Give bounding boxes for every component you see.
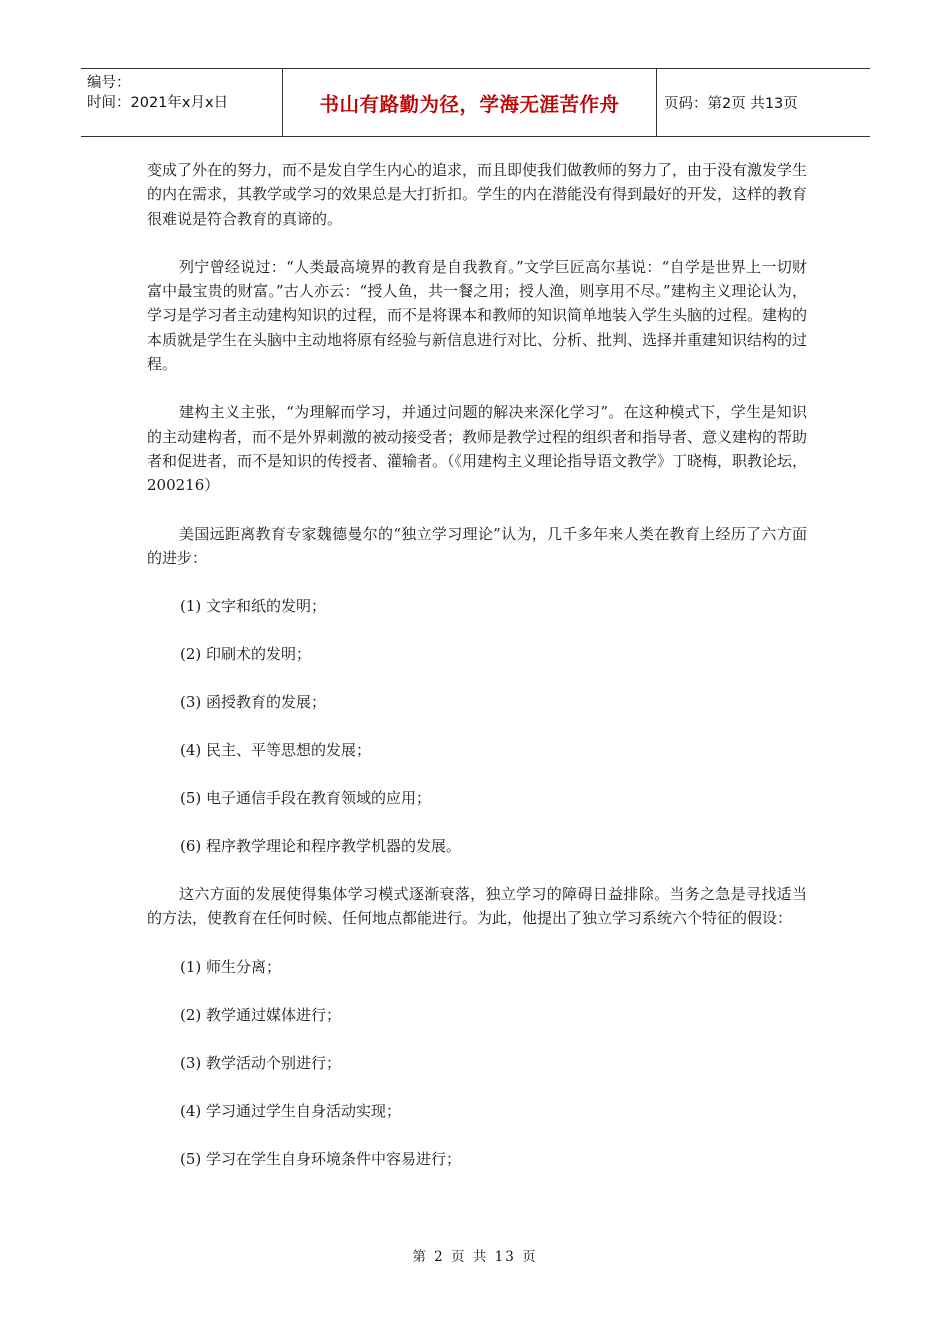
list-item: (4) 民主、平等思想的发展； — [180, 741, 372, 760]
list-item: (3) 函授教育的发展； — [180, 693, 327, 712]
list-item: (2) 印刷术的发明； — [180, 645, 312, 664]
paragraph: 美国远距离教育专家魏德曼尔的“独立学习理论”认为，几千多年来人类在教育上经历了六方面的进步： — [147, 524, 807, 567]
progress-list — [147, 594, 807, 858]
paragraph: 变成了外在的努力，而不是发自学生内心的追求，而且即使我们做教师的努力了，由于没有激发学生的内在需求，其教学或学习的效果总是大打折扣。学生的内在潜能没有得到最好的开发，这样的教育很难说是符合教育的真谛的。 — [147, 161, 808, 228]
paragraph: 这六方面的发展使得集体学习模式逐渐衰落，独立学习的障碍日益排除。当务之急是寻找适当的方法，使教育在任何时候、任何地点都能进行。为此，他提出了独立学习系统六个特征的假设： — [147, 885, 807, 928]
list-item: (5) 学习在学生自身环境条件中容易进行； — [180, 1149, 462, 1168]
list-item: (3) 教学活动个别进行； — [180, 1053, 342, 1072]
header-motto: 书山有路勤为径，学海无涯苦作舟 — [283, 69, 657, 136]
list-item: (4) 学习通过学生自身活动实现； — [180, 1101, 402, 1120]
header-meta — [81, 69, 283, 136]
document-number-label: 编号： — [87, 75, 131, 91]
paragraph: 建构主义主张，“为理解而学习，并通过问题的解决来深化学习”。在这种模式下，学生是知识的主动建构者，而不是外界刺激的被动接受者；教师是教学过程的组织者和指导者、意义建构的帮助者和促进者，而不是知识的传授者、灌输者。（《用建构主义理论指导语文教学》丁晓梅，职教论坛， 200216） — [147, 403, 808, 495]
paragraph: 列宁曾经说过：“人类最高境界的教育是自我教育。”文学巨匠高尔基说：“自学是世界上一切财富中最宝贵的财富。”古人亦云：“授人鱼，共一餐之用；授人渔，则享用不尽。”建构主义理论认为，学习是学习者主动建构知识的过程，而不是将课本和教师的知识简单地装入学生头脑的过程。建构的本质就是学生在头脑中主动地将原有经验与新信息进行对比、分析、批判、选择并重建知识结构的过程。 — [147, 257, 808, 374]
document-header — [81, 68, 870, 137]
list-item: (1) 师生分离； — [180, 957, 282, 976]
document-body — [147, 158, 807, 1171]
page-footer: 第 2 页 共 13 页 — [412, 1249, 538, 1265]
list-item: (6) 程序教学理论和程序教学机器的发展。 — [180, 837, 462, 856]
list-item: (2) 教学通过媒体进行； — [180, 1005, 342, 1024]
header-page-info: 页码：第2页 共13页 — [664, 96, 798, 112]
feature-list — [147, 955, 807, 1171]
list-item: (5) 电子通信手段在教育领域的应用； — [180, 789, 432, 808]
document-date-label: 时间：2021年x月x日 — [87, 95, 229, 111]
list-item: (1) 文字和纸的发明； — [180, 597, 327, 616]
